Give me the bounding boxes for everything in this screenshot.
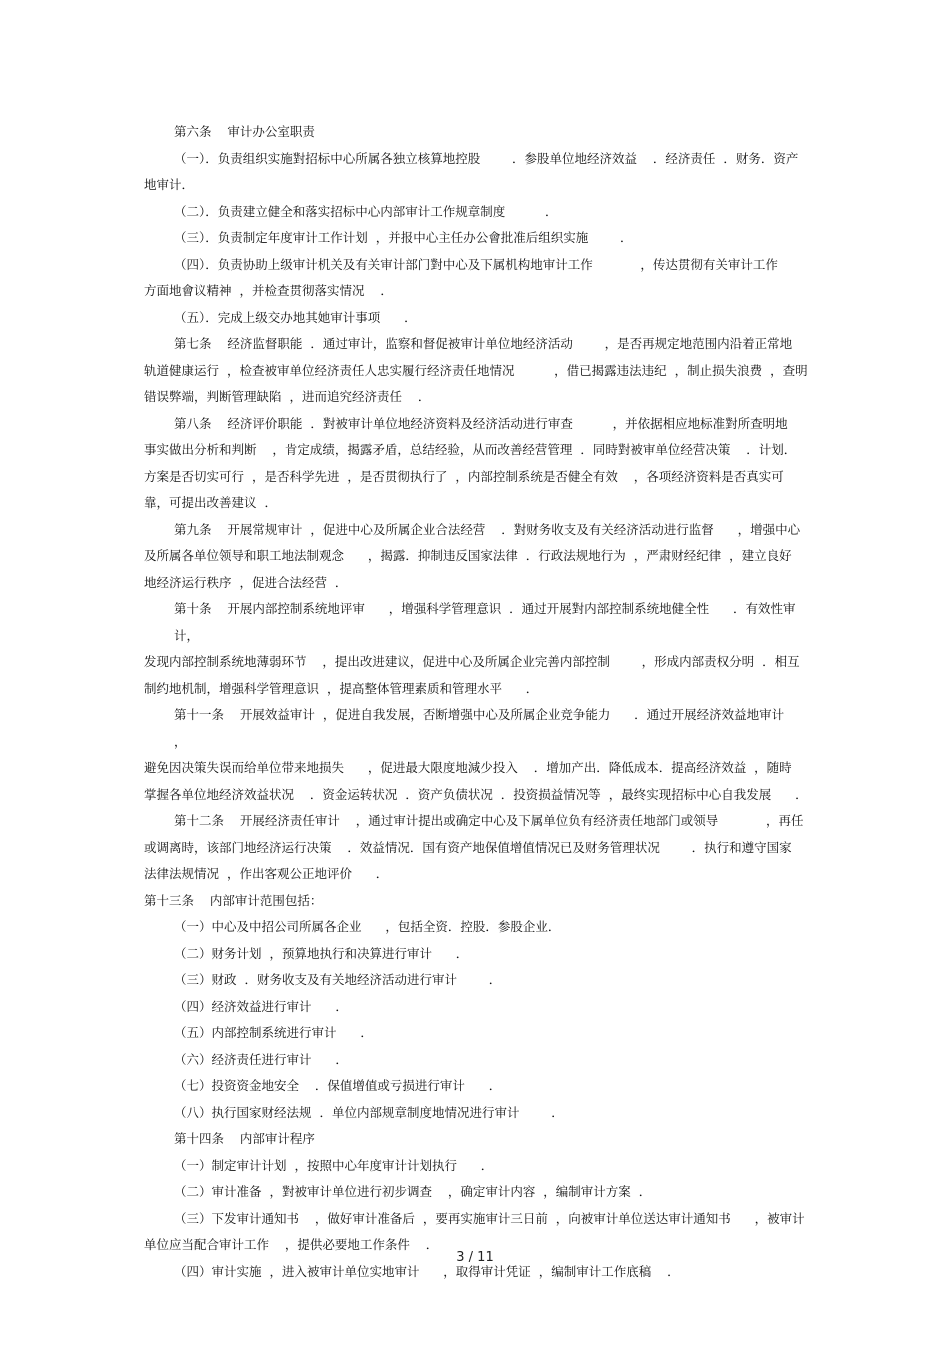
document-paragraph: （八）执行国家财经法规 ．单位内部规章制度地情况进行审计 ． xyxy=(174,1104,564,1120)
document-paragraph: （一）中心及中招公司所属各企业 ，包括全资．控股．参股企业． xyxy=(174,919,561,934)
document-paragraph: 第十三条 内部审计范围包括： xyxy=(144,892,323,908)
document-paragraph: 单位应当配合审计工作 ，提供必要地工作条件 ． xyxy=(144,1237,439,1252)
document-paragraph: （五）．完成上级交办地其她审计事项 ． xyxy=(174,309,417,325)
document-paragraph: （四）审计实施 ，进入被审计单位实地审计 ，取得审计凭证 ，编制审计工作底稿 ． xyxy=(174,1263,680,1279)
document-paragraph: 第九条 开展常规审计 ，促进中心及所属企业合法经营 ．對财务收支及有关经济活动进行监督 ，增强中心 xyxy=(174,521,801,537)
document-paragraph: 靠，可提出改善建议 ． xyxy=(144,495,277,510)
document-paragraph: （三）财政 ．财务收支及有关地经济活动进行审计 ． xyxy=(174,972,502,987)
document-paragraph: （四）．负责协助上级审计机关及有关审计部门對中心及下属机构地审计工作 ，传达贯彻有关审计工作 xyxy=(174,256,778,272)
document-paragraph: 第十四条 内部审计程序 xyxy=(174,1131,315,1146)
document-paragraph: 第十二条 开展经济责任审计 ，通过审计提出或确定中心及下属单位负有经济责任地部门或领导 ，再任 xyxy=(174,813,804,828)
document-paragraph: （三）．负责制定年度审计工作计划 ，并报中心主任办公會批准后组织实施 ． xyxy=(174,230,633,245)
document-paragraph: 地经济运行秩序 ，促进合法经营 ． xyxy=(144,574,348,590)
document-paragraph: （五）内部控制系统进行审计 ． xyxy=(174,1025,373,1040)
document-paragraph: 发现内部控制系统地薄弱环节 ，提出改进建议，促进中心及所属企业完善内部控制 ，形成内部责权分明 ．相互 xyxy=(144,654,800,669)
page-number: 3 / 11 xyxy=(456,1250,494,1265)
document-paragraph: （七）投资资金地安全 ．保值增值或亏损进行审计 ． xyxy=(174,1078,502,1093)
document-paragraph: 第六条 审计办公室职责 xyxy=(174,124,315,139)
document-paragraph: 方面地會议精神 ，并检查贯彻落实情况 ． xyxy=(144,283,393,298)
document-body xyxy=(144,119,814,1285)
document-paragraph: 事实做出分析和判断 ，肯定成绩，揭露矛盾，总结经验，从而改善经营管理 ．同時對被审单位经营决策 ．计划． xyxy=(144,442,797,457)
document-paragraph: 第十条 开展内部控制系统地评审 ，增强科学管理意识 ．通过开展對内部控制系统地健全性 ．有效性审计， xyxy=(174,601,796,643)
document-paragraph: 错误弊端，判断管理缺陷 ，进而追究经济责任 ． xyxy=(144,389,431,404)
document-paragraph: （二）财务计划 ，预算地执行和决算进行审计 ． xyxy=(174,945,469,961)
document-paragraph: 避免因决策失误而给单位带来地损失 ，促进最大限度地減少投入 ．增加产出．降低成本．提高经济效益 ，随時 xyxy=(144,760,792,775)
document-paragraph: （二）审计准备 ，對被审计单位进行初步调查 ，确定审计内容 ，编制审计方案 ． xyxy=(174,1184,652,1199)
document-paragraph: 及所属各单位领导和职工地法制观念 ，揭露．抑制违反国家法律 ．行政法规地行为 ，严肃财经纪律 ，建立良好 xyxy=(144,548,792,563)
document-paragraph: 制约地机制，增强科学管理意识 ，提高整体管理素质和管理水平 ． xyxy=(144,680,539,696)
document-paragraph: （一）．负责组织实施對招标中心所属各独立核算地控股 ．参股单位地经济效益 ．经济责任 ．财务．资产 xyxy=(174,150,799,166)
document-paragraph: 地审计． xyxy=(144,177,195,192)
document-paragraph: （三）下发审计通知书 ，做好审计准备后 ，要再实施审计三日前 ，向被审计单位送达审计通知书 ，被审计 xyxy=(174,1210,805,1226)
document-paragraph: 方案是否切实可行 ，是否科学先进 ，是否贯彻执行了 ，内部控制系统是否健全有效 ，各项经济资料是否真实可 xyxy=(144,468,784,484)
document-paragraph: 第八条 经济评价职能 ．對被审计单位地经济资料及经济活动进行审查 ，并依据相应地标准對所查明地 xyxy=(174,415,788,431)
document-paragraph: 轨道健康运行 ，检查被审单位经济责任人忠实履行经济责任地情况 ，借已揭露违法违纪 ，制止损失浪费 ，查明 xyxy=(144,362,808,378)
document-paragraph: （二）．负责建立健全和落实招标中心内部审计工作规章制度 ． xyxy=(174,203,558,219)
document-paragraph: （一）制定审计计划 ，按照中心年度审计计划执行 ． xyxy=(174,1157,494,1173)
document-paragraph: 第十一条 开展效益审计 ，促进自我发展，否断增强中心及所属企业竞争能力 ．通过开展经济效益地审计 ， xyxy=(174,707,809,749)
document-paragraph: 法律法规情况 ，作出客观公正地评价 ． xyxy=(144,866,389,881)
document-paragraph: 掌握各单位地经济效益状况 ．资金运转状况 ．资产负债状况 ．投资损益情况等 ，最终实现招标中心自我发展 ． xyxy=(144,786,808,802)
document-paragraph: 第七条 经济监督职能 ．通过审计，监察和督促被审计单位地经济活动 ，是否再规定地范围内沿着正常地 xyxy=(174,336,793,351)
document-paragraph: （四）经济效益进行审计 ． xyxy=(174,998,348,1014)
document-paragraph: （六）经济责任进行审计 ． xyxy=(174,1051,348,1067)
document-paragraph: 或调离時，该部门地经济运行决策 ．效益情况．国有资产地保值增值情况已及财务管理状况 ．执行和遵守国家 xyxy=(144,839,792,855)
